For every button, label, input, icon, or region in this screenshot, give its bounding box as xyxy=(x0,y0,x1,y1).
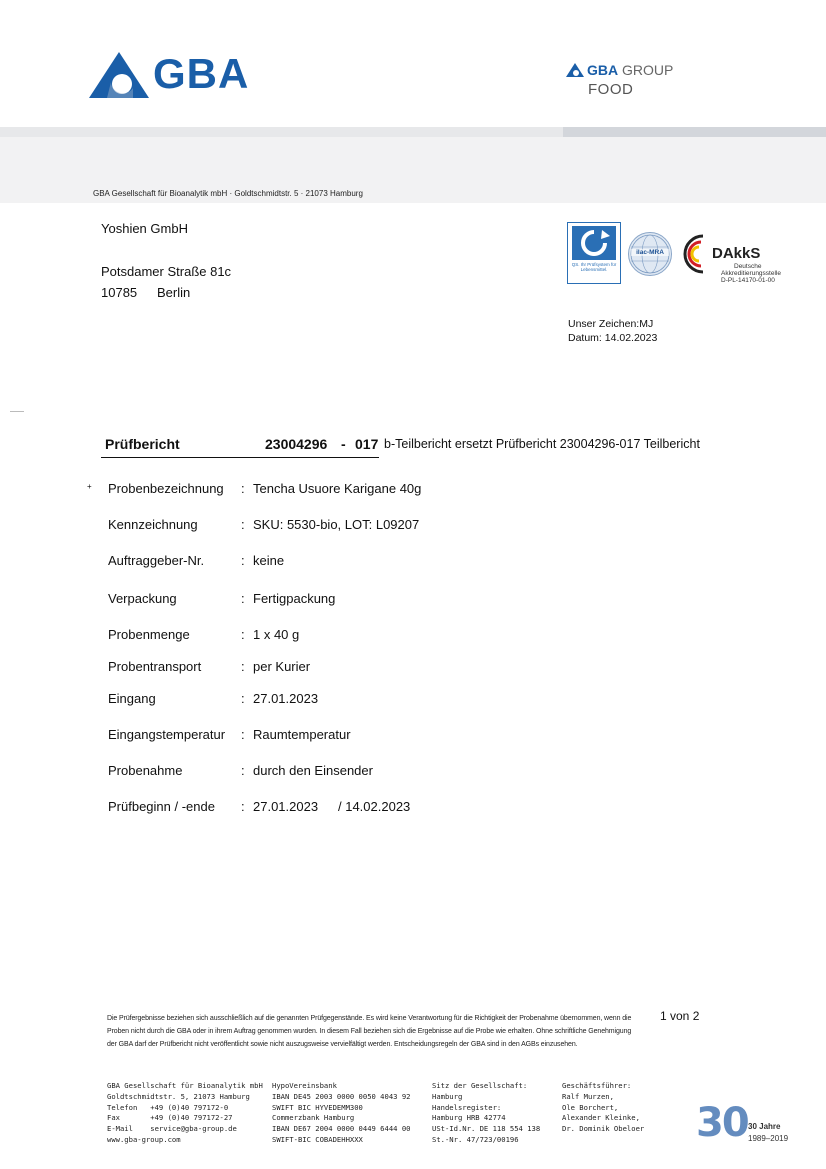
detail-colon: : xyxy=(241,727,245,742)
detail-label: Eingangstemperatur xyxy=(108,727,226,742)
reference-zeichen: Unser Zeichen:MJ xyxy=(568,318,654,330)
dakks-id: D-PL-14170-01-00 xyxy=(721,277,775,284)
dakks-emblem-icon xyxy=(679,234,713,274)
detail-colon: : xyxy=(241,591,245,606)
footer-bank: HypoVereinsbank IBAN DE45 2003 0000 0050 4043 92 SWIFT BIC HYVEDEMM300 Commerzbank Hamburg IBAN DE67 2004 0000 0449 6444 00 SWIFT-BIC COBADEHHXXX xyxy=(272,1081,411,1144)
report-dash: - xyxy=(341,436,346,452)
gba-logo-text: GBA xyxy=(153,50,250,97)
recipient-zip: 10785 xyxy=(101,285,138,300)
anniversary-label: 30 Jahre xyxy=(748,1122,781,1131)
detail-value: 27.01.2023 xyxy=(253,799,319,814)
recipient-company: Yoshien GmbH xyxy=(101,221,188,236)
qs-badge-icon xyxy=(572,226,616,260)
disclaimer-text: Die Prüfergebnisse beziehen sich ausschließlich auf die genannten Prüfgegenstände. Es wird keine Verantwortung für die Richtigkeit der Probenahme übernommen, wenn die Proben nicht durch die GBA oder in ihrem Auftrag genommen wurden. In diesem Fall beziehen sich die Ergebnisse auf die Probe wie erhalten. Ohne schriftliche Genehmigung der GBA darf der Prüfbericht nicht veröffentlicht sowie nicht auszugsweise vervielfältigt werden. Entscheidungsregeln der GBA sind in den AGBs einzusehen. xyxy=(107,1015,632,1048)
anniversary-number: 30 xyxy=(696,1100,748,1146)
detail-colon: : xyxy=(241,691,245,706)
report-label: Prüfbericht xyxy=(105,436,180,452)
gba-group-food-logo xyxy=(566,61,696,101)
anniversary-logo xyxy=(696,1102,796,1148)
dakks-title: DAkkS xyxy=(712,245,761,262)
detail-label: Probenahme xyxy=(108,763,183,778)
detail-value: 27.01.2023 xyxy=(253,691,319,706)
title-underline xyxy=(101,457,379,458)
recipient-street: Potsdamer Straße 81c xyxy=(101,264,232,279)
detail-colon: : xyxy=(241,763,245,778)
dakks-sub1: Deutsche xyxy=(734,263,762,270)
page-indicator: 1 von 2 xyxy=(660,1009,700,1023)
dakks-logo xyxy=(679,232,789,284)
detail-colon: : xyxy=(241,627,245,642)
detail-label: Probentransport xyxy=(108,659,202,674)
report-suffix: 017 xyxy=(355,436,379,452)
detail-colon: : xyxy=(241,517,245,532)
header-band-accent xyxy=(563,127,826,137)
detail-value: Fertigpackung xyxy=(253,591,336,606)
detail-label: Eingang xyxy=(108,691,156,706)
gba-group-triangle-icon xyxy=(566,63,584,77)
ilac-mra-logo xyxy=(628,232,672,276)
recipient-city: Berlin xyxy=(157,285,191,300)
report-note: b-Teilbericht ersetzt Prüfbericht 23004296-017 Teilbericht xyxy=(384,437,700,451)
detail-label: Verpackung xyxy=(108,591,177,606)
qs-text: QS. Ihr Prüfsystem für Lebensmittel. xyxy=(571,262,617,272)
detail-value: keine xyxy=(253,553,285,568)
sender-line: GBA Gesellschaft für Bioanalytik mbH · Goldtschmidtstr. 5 · 21073 Hamburg xyxy=(93,189,363,198)
gba-logo xyxy=(89,52,259,100)
detail-value: Raumtemperatur xyxy=(253,727,351,742)
footer-company: GBA Gesellschaft für Bioanalytik mbH Goldtschmidtstr. 5, 21073 Hamburg Telefon +49 (0)40 797172-0 Fax +49 (0)40 797172-27 E-Mail service@gba-group.de www.gba-group.com xyxy=(107,1081,263,1144)
anniversary-years: 1989–2019 xyxy=(748,1134,789,1143)
plus-mark: + xyxy=(87,482,92,491)
detail-colon: : xyxy=(241,481,245,496)
footer-registry: Sitz der Gesellschaft: Hamburg Handelsregister: Hamburg HRB 42774 USt-Id.Nr. DE 118 554 138 St.-Nr. 47/723/00196 xyxy=(432,1081,541,1144)
dakks-sub2: Akkreditierungsstelle xyxy=(721,270,781,277)
detail-colon: : xyxy=(241,553,245,568)
report-number: 23004296 xyxy=(265,436,328,452)
detail-value: durch den Einsender xyxy=(253,763,373,778)
ilac-text: ilac-MRA xyxy=(631,249,669,256)
detail-value: 1 x 40 g xyxy=(253,627,300,642)
qs-certification-logo xyxy=(567,222,621,284)
reference-datum: Datum: 14.02.2023 xyxy=(568,332,658,344)
gba-food-label: FOOD xyxy=(588,81,634,98)
detail-colon: : xyxy=(241,799,245,814)
detail-value-end: / 14.02.2023 xyxy=(338,799,411,814)
footer-management: Geschäftsführer: Ralf Murzen, Ole Borchert, Alexander Kleinke, Dr. Dominik Obeloer xyxy=(562,1081,645,1134)
detail-colon: : xyxy=(241,659,245,674)
detail-label: Probenbezeichnung xyxy=(108,481,224,496)
gba-group-label-bold: GBA xyxy=(587,62,619,78)
gba-triangle-icon xyxy=(89,52,149,98)
detail-value: Tencha Usuore Karigane 40g xyxy=(253,481,422,496)
detail-value: SKU: 5530-bio, LOT: L09207 xyxy=(253,517,420,532)
detail-label: Probenmenge xyxy=(108,627,190,642)
detail-value: per Kurier xyxy=(253,659,311,674)
fold-mark xyxy=(10,411,24,412)
detail-label: Auftraggeber-Nr. xyxy=(108,553,205,568)
detail-label: Prüfbeginn / -ende xyxy=(108,799,215,814)
detail-label: Kennzeichnung xyxy=(108,517,198,532)
gba-group-label-light: GROUP xyxy=(622,62,674,78)
